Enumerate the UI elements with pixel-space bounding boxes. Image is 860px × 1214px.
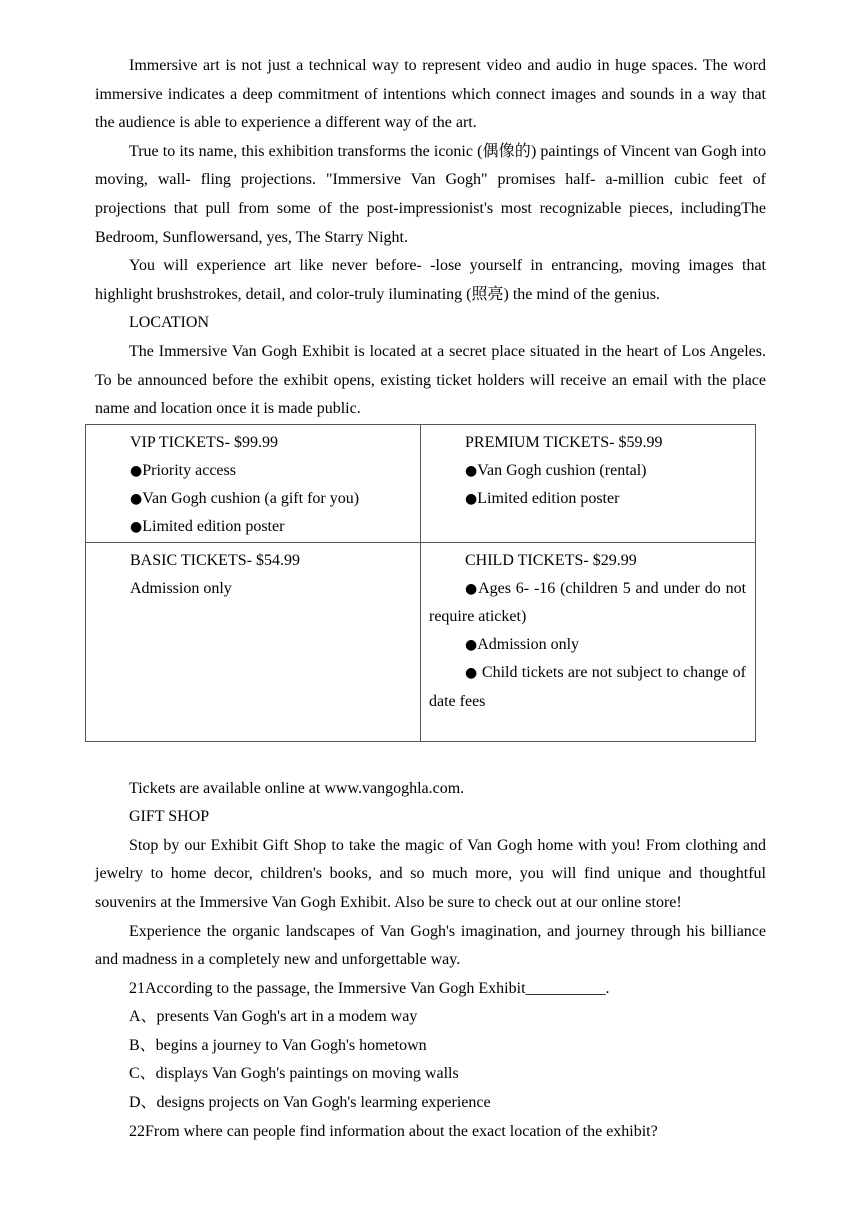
child-ticket-item: ●Ages 6- -16 (children 5 and under do not require aticket): [429, 579, 747, 625]
premium-ticket-item: ●Limited edition poster: [465, 490, 620, 508]
question-21-stem: 21According to the passage, the Immersive Van Gogh Exhibit__________.: [129, 979, 610, 997]
ticket-table: [85, 424, 756, 742]
location-heading: LOCATION: [129, 314, 209, 332]
ticket-row: [86, 542, 756, 741]
basic-ticket-title: BASIC TICKETS- $54.99: [130, 551, 300, 569]
bullet-icon: ●: [130, 462, 143, 479]
child-ticket-cell: [421, 542, 756, 741]
document-page: [95, 52, 766, 1146]
closing-paragraph: Experience the organic landscapes of Van Gogh's imagination, and journey through his billiance and madness in a completely new and unforgettable way.: [95, 922, 766, 969]
premium-ticket-item: ●Van Gogh cushion (rental): [465, 461, 647, 479]
vip-ticket-item: ●Van Gogh cushion (a gift for you): [130, 490, 360, 508]
gift-shop-heading: GIFT SHOP: [129, 808, 210, 826]
bullet-icon: ●: [465, 491, 478, 508]
question-21-option: B、begins a journey to Van Gogh's hometown: [129, 1036, 427, 1054]
vip-ticket-title: VIP TICKETS- $99.99: [130, 433, 278, 451]
gift-shop-paragraph: Stop by our Exhibit Gift Shop to take the magic of Van Gogh home with you! From clothing and jewelry to home decor, children's books, and so much more, you will find unique and thoughtful souvenirs at the Immersive Van Gogh Exhibit. Also be sure to check out at our online store!: [95, 836, 766, 911]
question-21-option: D、designs projects on Van Gogh's learming experience: [129, 1094, 491, 1112]
child-ticket-item: ● Child tickets are not subject to change of date fees: [429, 664, 747, 710]
bullet-icon: ●: [465, 637, 478, 654]
premium-ticket-title: PREMIUM TICKETS- $59.99: [465, 433, 663, 451]
question-22-stem: 22From where can people find information about the exact location of the exhibit?: [129, 1122, 658, 1140]
intro-paragraph-1: Immersive art is not just a technical way to represent video and audio in huge spaces. The word immersive indicates a deep commitment of intentions which connect images and sounds in a way that the audience is able to experience a different way of the art.: [95, 57, 766, 132]
bullet-icon: ●: [465, 462, 478, 479]
location-paragraph: The Immersive Van Gogh Exhibit is located at a secret place situated in the heart of Los Angeles. To be announced before the exhibit opens, existing ticket holders will receive an email with the place name and location once it is made public.: [95, 342, 766, 418]
intro-paragraph-3: You will experience art like never before- -lose yourself in entrancing, moving images that highlight brushstrokes, detail, and color-truly iluminating (照亮) the mind of the genius.: [95, 257, 766, 303]
basic-ticket-cell: [86, 542, 421, 741]
premium-ticket-cell: [421, 424, 756, 542]
child-ticket-item: ●Admission only: [465, 636, 580, 654]
online-tickets-line: Tickets are available online at www.vangoghla.com.: [129, 779, 465, 797]
ticket-row: [86, 424, 756, 542]
basic-ticket-note: Admission only: [130, 579, 232, 597]
intro-paragraph-2: True to its name, this exhibition transforms the iconic (偶像的) paintings of Vincent van Gogh into moving, wall- fling projections. "Immersive Van Gogh" promises half- a-million cubic feet of projections that pull from some of the post-impressionist's most recognizable pieces, includingThe Bedroom, Sunflowersand, yes, The Starry Night.: [95, 142, 766, 246]
vip-ticket-cell: [86, 424, 421, 542]
question-21-option: A、presents Van Gogh's art in a modem way: [129, 1008, 418, 1026]
child-ticket-title: CHILD TICKETS- $29.99: [465, 551, 637, 569]
bullet-icon: ●: [130, 519, 143, 536]
bullet-icon: ●: [465, 580, 479, 597]
vip-ticket-item: ●Limited edition poster: [130, 518, 285, 536]
vip-ticket-item: ●Priority access: [130, 461, 236, 479]
bullet-icon: ●: [465, 665, 478, 682]
bullet-icon: ●: [130, 491, 143, 508]
question-21-option: C、displays Van Gogh's paintings on moving walls: [129, 1065, 459, 1083]
